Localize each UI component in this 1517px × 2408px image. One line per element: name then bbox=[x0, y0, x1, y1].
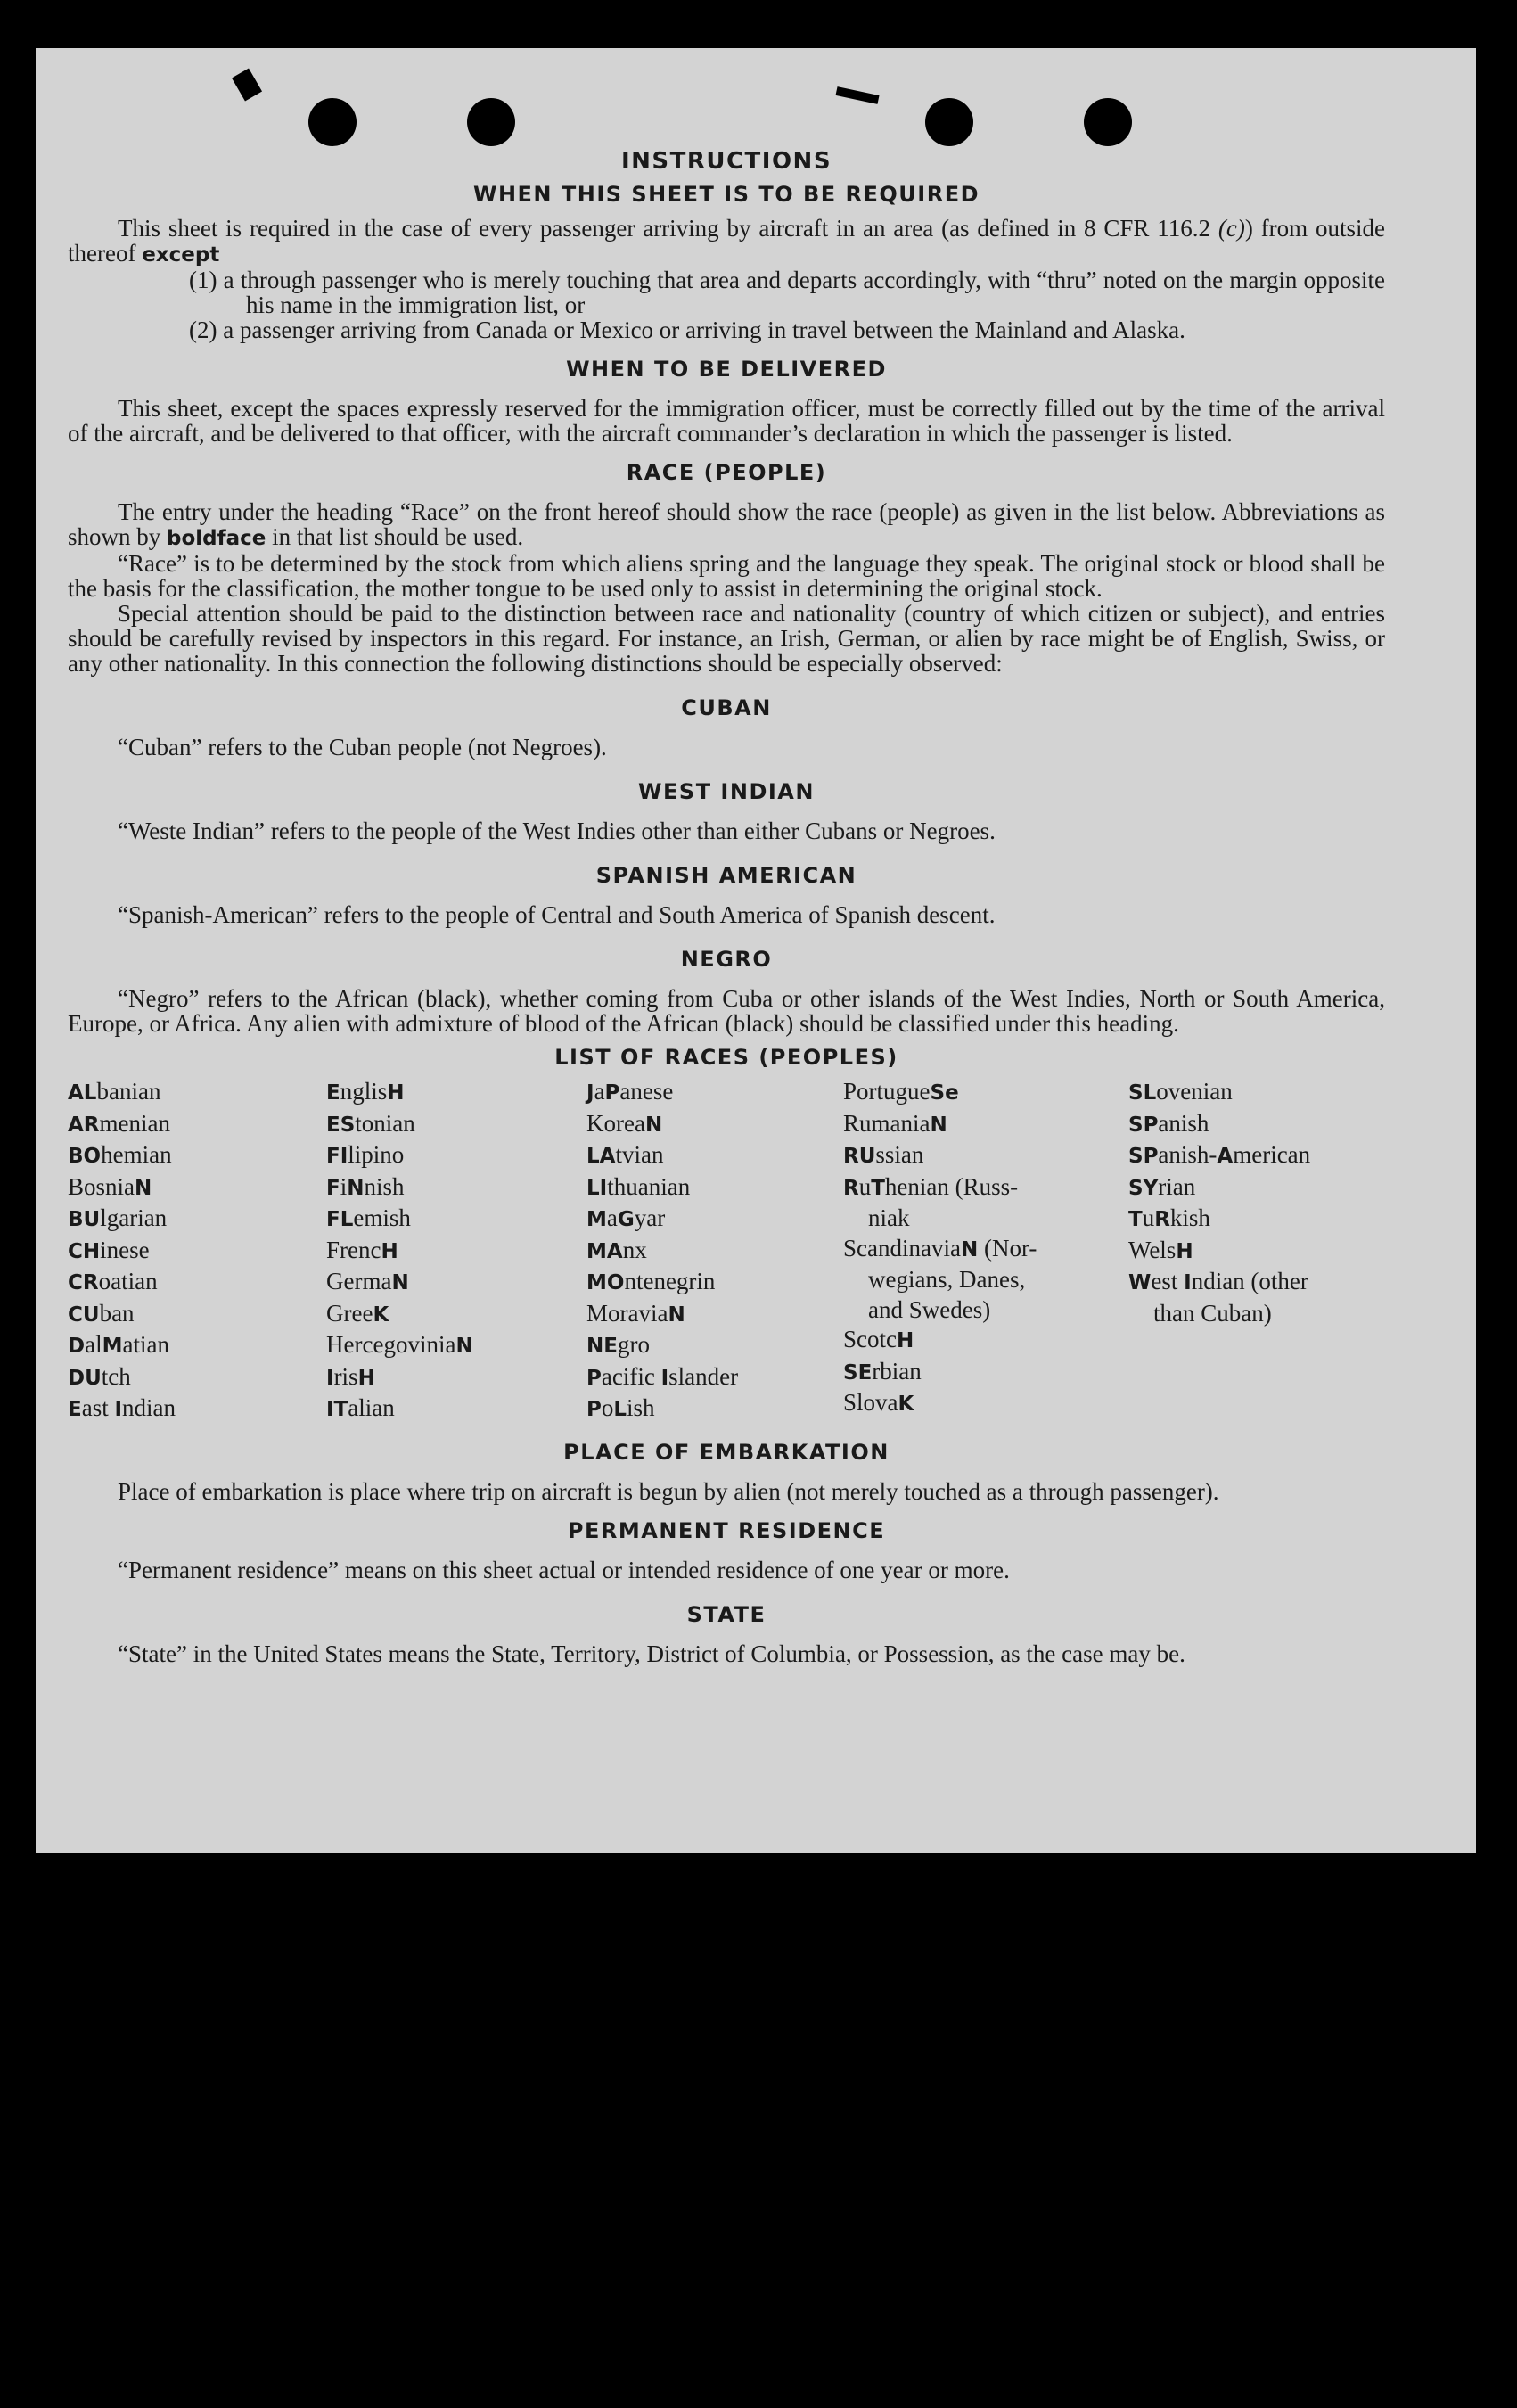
punch-hole bbox=[308, 98, 357, 146]
race-paragraph: Special attention should be paid to the distinction between race and nationality (country of which citizen or subject), and entries should be carefully revised by inspectors in this regard. For instance, an Irish, German, or alien by race might be of English, Swiss, or any other nationality. In this connection the following distinctions should be especially observed: bbox=[68, 600, 1385, 677]
race-item: HercegoviniaN bbox=[326, 1331, 473, 1358]
race-item: ScandinaviaN (Nor- bbox=[843, 1234, 1037, 1262]
race-item: PoLish bbox=[586, 1394, 655, 1421]
race-item: CUban bbox=[68, 1299, 135, 1327]
when-required-text bbox=[68, 216, 1385, 267]
race-item: and Swedes) bbox=[868, 1295, 991, 1323]
section-heading: RACE (PEOPLE) bbox=[626, 460, 827, 485]
punch-hole bbox=[1084, 98, 1132, 146]
section-heading: STATE bbox=[686, 1601, 767, 1627]
west-indian-text: “Weste Indian” refers to the people of the West Indies other than either Cubans or Negroes. bbox=[118, 818, 996, 844]
race-item: GreeK bbox=[326, 1299, 390, 1327]
race-item: LAtvian bbox=[586, 1141, 664, 1168]
instructions-content bbox=[68, 148, 1385, 1666]
race-item: IrisH bbox=[326, 1362, 375, 1390]
race-item: East Indian bbox=[68, 1394, 176, 1421]
section-heading: CUBAN bbox=[681, 695, 772, 720]
race-item: MAnx bbox=[586, 1236, 647, 1263]
embarkation-text: Place of embarkation is place where trip on aircraft is begun by alien (not merely touched as a through passenger). bbox=[118, 1477, 1219, 1505]
punch-hole bbox=[925, 98, 973, 146]
race-item: MoraviaN bbox=[586, 1299, 685, 1327]
race-item: KoreaN bbox=[586, 1109, 663, 1137]
text-run: This sheet is required in the case of every passenger arriving by aircraft in an area (as defined in 8 CFR 116.2 bbox=[118, 215, 1218, 242]
race-item: GermaN bbox=[326, 1268, 409, 1294]
race-item: Pacific Islander bbox=[586, 1362, 739, 1390]
race-column bbox=[843, 1077, 1128, 1426]
section-heading: SPANISH AMERICAN bbox=[595, 863, 857, 888]
race-item: niak bbox=[868, 1204, 910, 1231]
race-item: FiNnish bbox=[326, 1172, 405, 1200]
race-item: ITalian bbox=[326, 1394, 395, 1421]
torn-corner bbox=[1348, 1874, 1415, 1903]
race-item: DUtch bbox=[68, 1362, 131, 1390]
race-item: BUlgarian bbox=[68, 1204, 168, 1231]
race-item: than Cuban) bbox=[1153, 1299, 1272, 1327]
cfr-reference: (c) bbox=[1218, 215, 1245, 242]
race-column bbox=[326, 1077, 586, 1426]
race-item: DalMatian bbox=[68, 1331, 169, 1358]
race-item: FLemish bbox=[326, 1204, 411, 1231]
text-run: ) from outside thereof bbox=[68, 215, 1385, 267]
race-list bbox=[68, 1077, 1385, 1426]
list-item: (1) a through passenger who is merely touching that area and departs accordingly, with “thru” noted on the margin opposite his name in the immigration list, or bbox=[189, 267, 1385, 318]
section-heading: WHEN TO BE DELIVERED bbox=[566, 357, 887, 382]
section-heading: NEGRO bbox=[680, 947, 773, 972]
list-item: (2) a passenger arriving from Canada or Mexico or arriving in travel between the Mainland and Alaska. bbox=[189, 316, 1185, 343]
race-item: BOhemian bbox=[68, 1141, 172, 1168]
negro-text: “Negro” refers to the African (black), whether coming from Cuba or other islands of the West Indies, North or South America, Europe, or Africa. Any alien with admixture of blood of the African (black) should be classified under this heading. bbox=[68, 985, 1385, 1037]
scan-speck bbox=[1480, 2354, 1482, 2363]
race-item: PortugueSe bbox=[843, 1078, 959, 1105]
race-item: SPanish bbox=[1128, 1109, 1210, 1137]
race-item: MOntenegrin bbox=[586, 1268, 716, 1294]
race-item: NEgro bbox=[586, 1331, 650, 1358]
race-paragraph bbox=[68, 499, 1385, 551]
when-delivered-text: This sheet, except the spaces expressly reserved for the immigration officer, must be correctly filled out by the time of the arrival of the aircraft, and be delivered to that officer, with the aircraft commander’s declaration in which the passenger is listed. bbox=[68, 395, 1385, 447]
race-item: SlovaK bbox=[843, 1389, 914, 1416]
race-item: EStonian bbox=[326, 1109, 415, 1137]
section-heading: WHEN THIS SHEET IS TO BE REQUIRED bbox=[472, 182, 980, 207]
race-item: ARmenian bbox=[68, 1109, 170, 1137]
race-item: wegians, Danes, bbox=[868, 1266, 1026, 1293]
race-item: FIlipino bbox=[326, 1141, 405, 1168]
race-item: EnglisH bbox=[326, 1078, 405, 1105]
race-column bbox=[68, 1077, 326, 1426]
text-run: in that list should be used. bbox=[266, 523, 524, 550]
race-item: ALbanian bbox=[68, 1078, 161, 1105]
race-item: SLovenian bbox=[1128, 1078, 1233, 1105]
race-item: SPanish-American bbox=[1128, 1141, 1311, 1168]
text-run: The entry under the heading “Race” on the front hereof should show the race (people) as given in the list below. Abbreviations as shown by bbox=[68, 498, 1385, 550]
race-item: ScotcH bbox=[843, 1326, 914, 1352]
race-item: TuRkish bbox=[1128, 1204, 1210, 1231]
race-item: RUssian bbox=[843, 1141, 924, 1168]
residence-text: “Permanent residence” means on this sheet actual or intended residence of one year or more. bbox=[118, 1556, 1010, 1583]
race-item: SYrian bbox=[1128, 1172, 1196, 1200]
race-item: LIthuanian bbox=[586, 1172, 691, 1200]
section-heading: PERMANENT RESIDENCE bbox=[567, 1517, 886, 1543]
race-item: JaPanese bbox=[586, 1078, 674, 1105]
race-item: WelsH bbox=[1128, 1236, 1193, 1263]
state-text: “State” in the United States means the State, Territory, District of Columbia, or Possession, as the case may be. bbox=[118, 1640, 1185, 1667]
race-item: RumaniaN bbox=[843, 1109, 947, 1137]
punch-hole bbox=[467, 98, 515, 146]
race-item: RuThenian (Russ- bbox=[843, 1172, 1019, 1200]
section-heading: LIST OF RACES (PEOPLES) bbox=[554, 1045, 898, 1070]
ink-blot bbox=[232, 69, 262, 102]
section-heading: PLACE OF EMBARKATION bbox=[563, 1439, 890, 1465]
race-item: MaGyar bbox=[586, 1204, 666, 1231]
race-column bbox=[586, 1077, 843, 1426]
race-item: CRoatian bbox=[68, 1268, 158, 1294]
ink-blot bbox=[835, 86, 879, 104]
race-item: West Indian (other bbox=[1128, 1268, 1308, 1294]
except-keyword: except bbox=[142, 243, 220, 267]
race-item: CHinese bbox=[68, 1236, 150, 1263]
race-item: FrencH bbox=[326, 1236, 398, 1263]
cuban-text: “Cuban” refers to the Cuban people (not Negroes). bbox=[118, 734, 607, 760]
document-sheet bbox=[36, 48, 1476, 1853]
race-column bbox=[1128, 1077, 1378, 1426]
race-paragraph: “Race” is to be determined by the stock from which aliens spring and the language they speak. The original stock or blood shall be the basis for the classification, the mother tongue to be used only to assist in determining the original stock. bbox=[68, 550, 1385, 602]
boldface-word: boldface bbox=[167, 527, 266, 550]
race-item: SErbian bbox=[843, 1357, 922, 1385]
section-heading: WEST INDIAN bbox=[638, 779, 815, 804]
instructions-title: INSTRUCTIONS bbox=[620, 148, 832, 175]
spanish-american-text: “Spanish-American” refers to the people of Central and South America of Spanish descent. bbox=[118, 901, 996, 928]
race-item: BosniaN bbox=[68, 1172, 152, 1200]
